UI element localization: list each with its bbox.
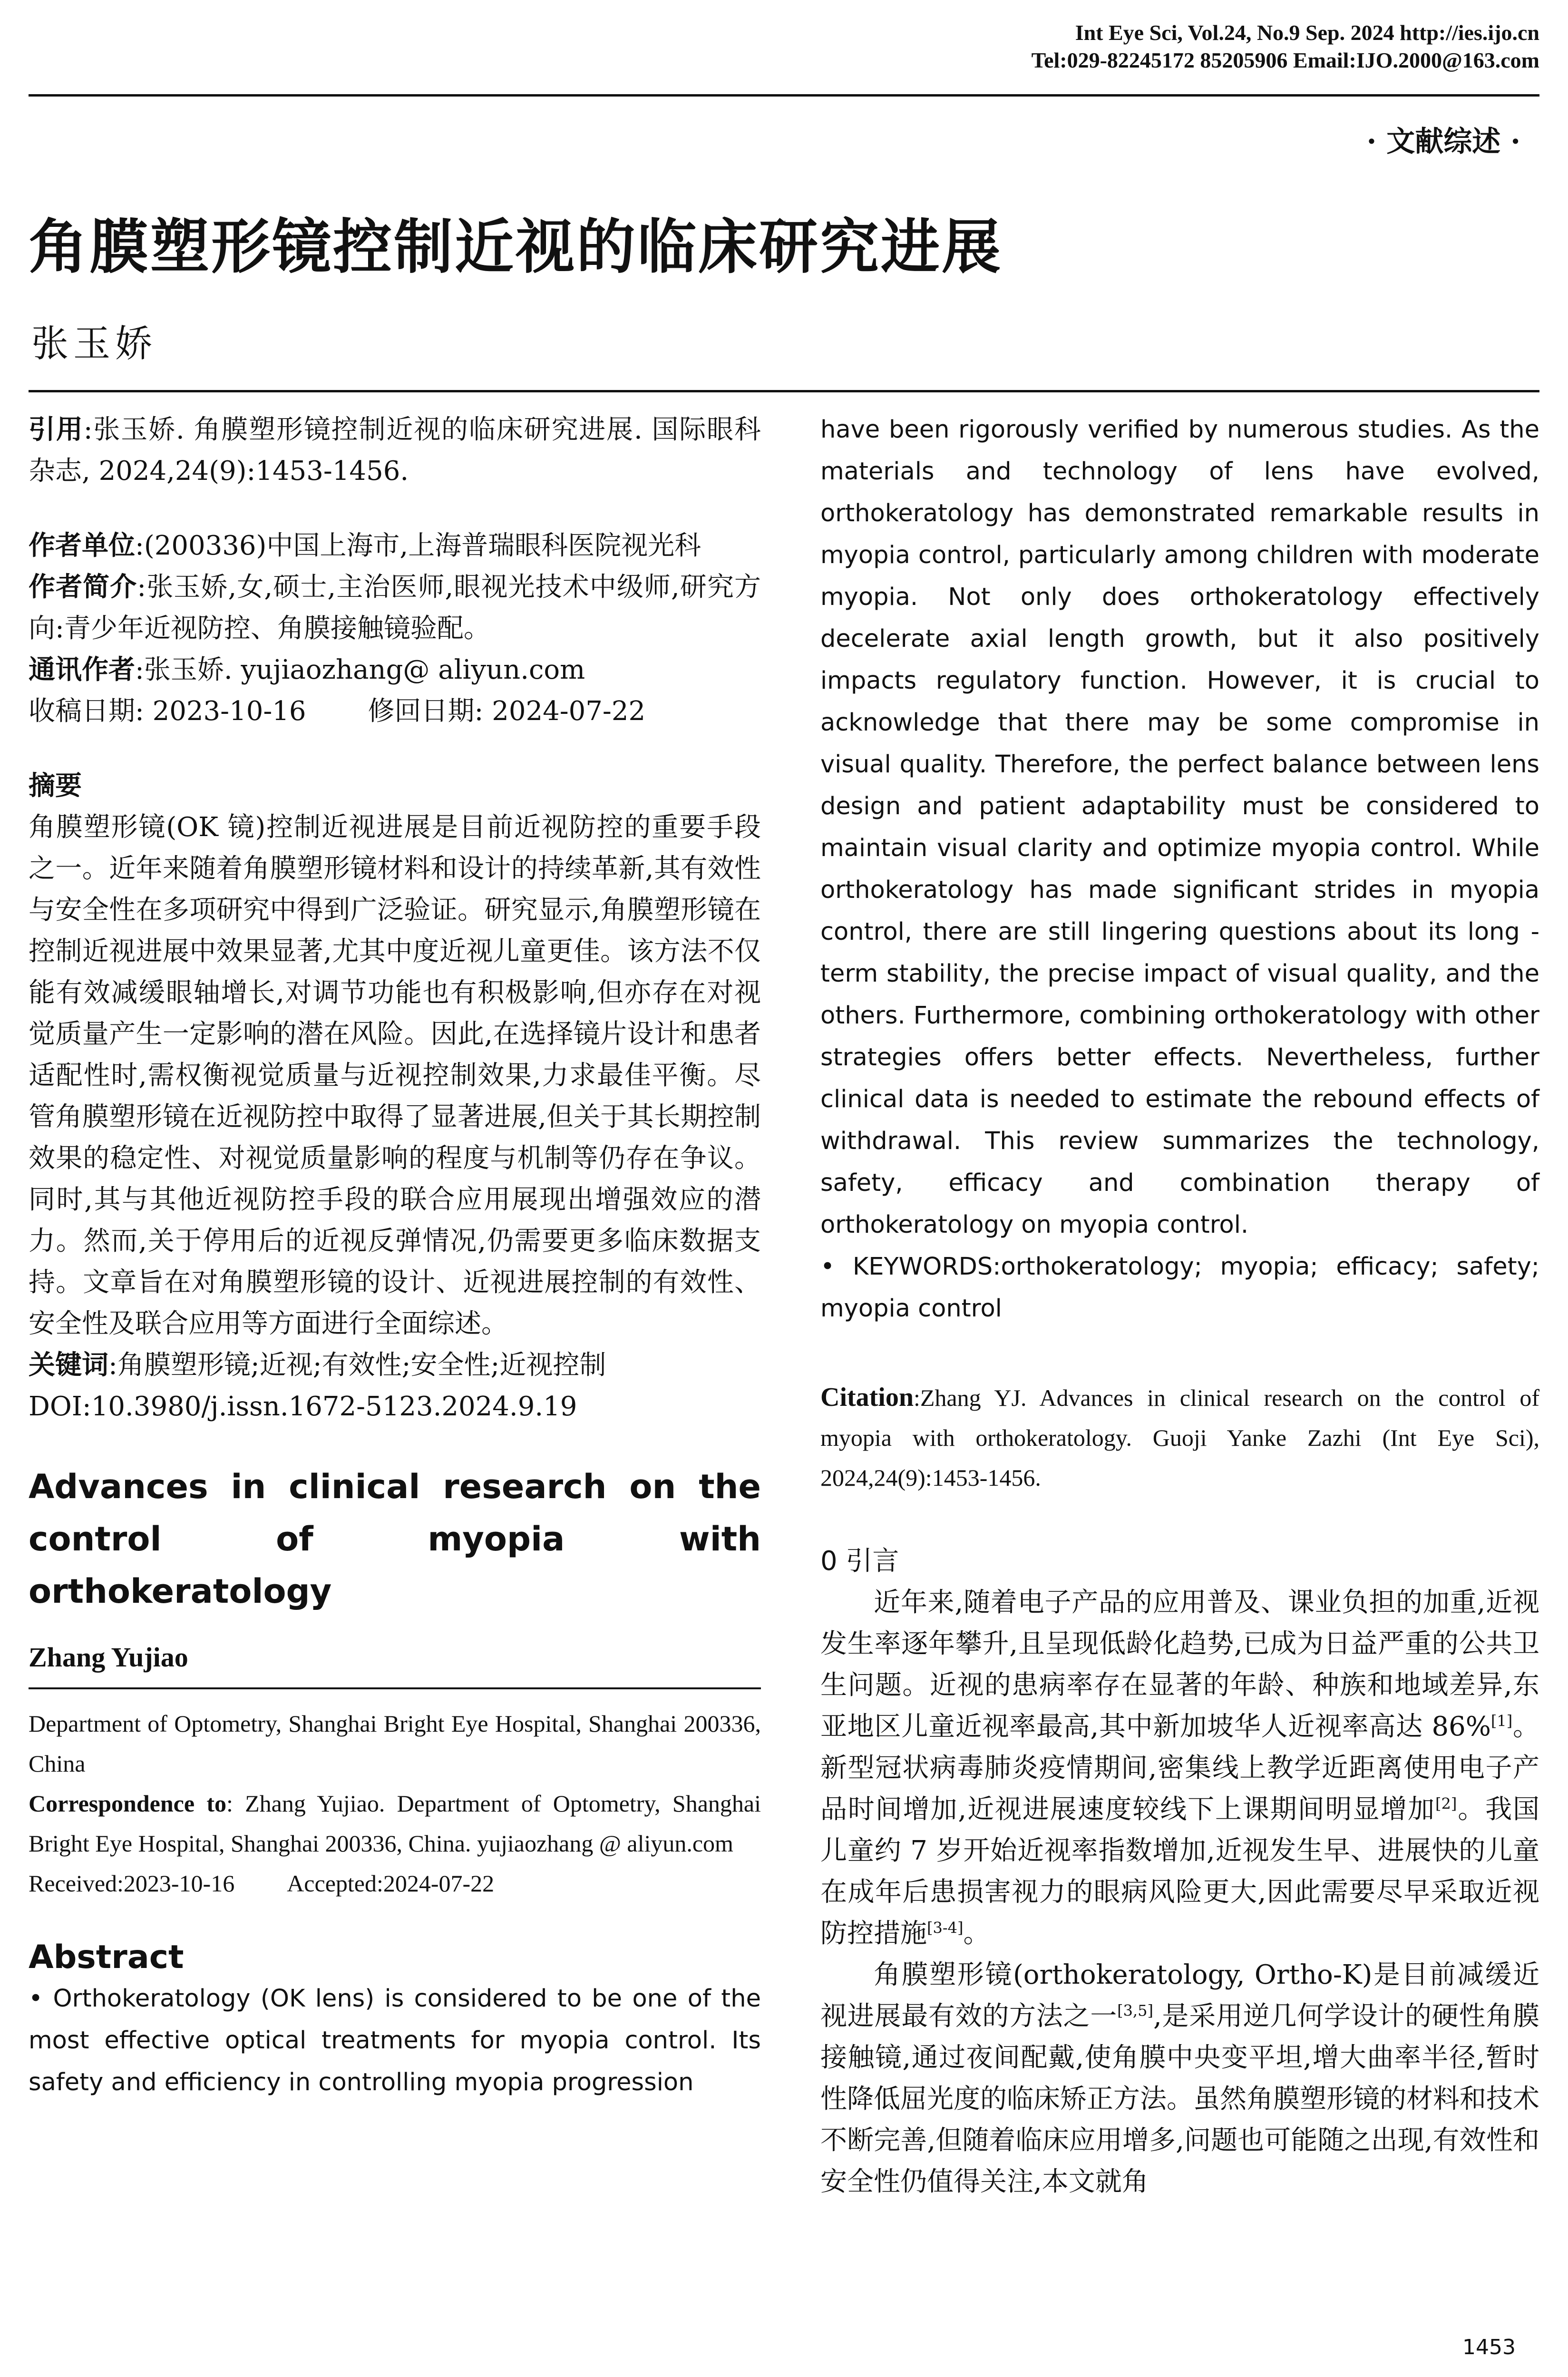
article-author: 张玉娇 <box>31 322 157 365</box>
page-number: 1453 <box>1462 2335 1516 2359</box>
abstract-cn-heading: 摘要 <box>29 770 82 801</box>
author-bio: 作者简介:张玉娇,女,硕士,主治医师,眼视光技术中级师,研究方向:青少年近视防控、角膜接触镜验配。 <box>29 572 761 644</box>
english-author: Zhang Yujiao <box>29 1642 188 1673</box>
right-column <box>820 409 1539 2202</box>
section-tag: · 文献综述 · <box>1366 125 1520 158</box>
ref-3-5[interactable]: [3,5] <box>1117 2001 1153 2020</box>
corresponding-author: 通讯作者:张玉娇. yujiaozhang@ aliyun.com <box>29 654 585 685</box>
keywords-en: • KEYWORDS:orthokeratology; myopia; efficacy; safety; myopia control <box>820 1253 1539 1323</box>
abstract-en-heading: Abstract <box>29 1939 184 1976</box>
abstract-en-start: • Orthokeratology (OK lens) is considered to be one of the most effective optical treatments for myopia control. Its safety and efficiency in controlling myopia progression <box>29 1985 761 2096</box>
english-title: Advances in clinical research on the control of myopia with orthokeratology <box>29 1467 761 1611</box>
citation-en: Citation:Zhang YJ. Advances in clinical research on the control of myopia with orthokeratology. Guoji Yanke Zazhi (Int Eye Sci), 2024,24(9):1453-1456. <box>820 1383 1539 1491</box>
dates-cn: 收稿日期: 2023-10-16 修回日期: 2024-07-22 <box>29 696 646 727</box>
intro-heading: 0 引言 <box>820 1546 899 1577</box>
english-author-divider <box>29 1687 761 1689</box>
header-line-2: Tel:029-82245172 85205906 Email:IJO.2000@163.com <box>1031 48 1539 72</box>
abstract-cn: 角膜塑形镜(OK 镜)控制近视进展是目前近视防控的重要手段之一。近年来随着角膜塑形镜材料和设计的持续革新,其有效性与安全性在多项研究中得到广泛验证。研究显示,角膜塑形镜在控制近视进展中效果显著,尤其中度近视儿童更佳。该方法不仅能有效减缓眼轴增长,对调节功能也有积极影响,但亦存在对视觉质量产生一定影响的潜在风险。因此,在选择镜片设计和患者适配性时,需权衡视觉质量与近视控制效果,力求最佳平衡。尽管角膜塑形镜在近视防控中取得了显著进展,但关于其长期控制效果的稳定性、对视觉质量影响的程度与机制等仍存在争议。同时,其与其他近视防控手段的联合应用展现出增强效应的潜力。然而,关于停用后的近视反弹情况,仍需要更多临床数据支持。文章旨在对角膜塑形镜的设计、近视进展控制的有效性、安全性及联合应用等方面进行全面综述。 <box>29 812 761 1339</box>
header-divider <box>29 94 1539 97</box>
doi: DOI:10.3980/j.issn.1672-5123.2024.9.19 <box>29 1391 577 1422</box>
ref-1[interactable]: [1] <box>1490 1712 1513 1730</box>
journal-header <box>1032 19 1539 74</box>
keywords-cn: 关键词:角膜塑形镜;近视;有效性;安全性;近视控制 <box>29 1350 606 1381</box>
affiliation: 作者单位:(200336)中国上海市,上海普瑞眼科医院视光科 <box>29 530 701 561</box>
left-column <box>29 409 761 2104</box>
english-department: Department of Optometry, Shanghai Bright Eye Hospital, Shanghai 200336, China <box>29 1710 761 1777</box>
citation-cn: 引用:张玉娇. 角膜塑形镜控制近视的临床研究进展. 国际眼科杂志, 2024,24(9):1453-1456. <box>29 414 761 487</box>
intro-paragraph-1: 近年来,随着电子产品的应用普及、课业负担的加重,近视发生率逐年攀升,且呈现低龄化趋势,已成为日益严重的公共卫生问题。近视的患病率存在显著的年龄、种族和地域差异,东亚地区儿童近视率最高,其中新加坡华人近视率高达 86%[1]。新型冠状病毒肺炎疫情期间,密集线上教学近距离使用电子产品时间增加,近视进展速度较线下上课期间明显增加[2]。我国儿童约 7 岁开始近视率指数增加,近视发生早、进展快的儿童在成年后患损害视力的眼病风险更大,因此需要尽早采取近视防控措施[3-4]。 <box>820 1587 1539 1949</box>
ref-2[interactable]: [2] <box>1435 1794 1457 1813</box>
ref-3-4[interactable]: [3-4] <box>927 1919 964 1937</box>
title-divider <box>29 390 1539 392</box>
english-dates: Received:2023-10-16 Accepted:2024-07-22 <box>29 1870 495 1897</box>
header-line-1: Int Eye Sci, Vol.24, No.9 Sep. 2024 http://ies.ijo.cn <box>1075 20 1539 45</box>
abstract-en-continued: have been rigorously verified by numerous studies. As the materials and technology of lens have evolved, orthokeratology has demonstrated remarkable results in myopia control, particularly among children with moderate myopia. Not only does orthokeratology effectively decelerate axial length growth, but it also positively impacts regulatory function. However, it is crucial to acknowledge that there may be some compromise in visual quality. Therefore, the perfect balance between lens design and patient adaptability must be considered to maintain visual clarity and optimize myopia control. While orthokeratology has made significant strides in myopia control, there are still lingering questions about its long - term stability, the precise impact of visual quality, and the others. Furthermore, combining orthokeratology with other strategies offers better effects. Nevertheless, further clinical data is needed to estimate the rebound effects of withdrawal. This review summarizes the technology, safety, efficacy and combination therapy of orthokeratology on myopia control. <box>820 416 1539 1239</box>
english-correspondence: Correspondence to: Zhang Yujiao. Department of Optometry, Shanghai Bright Eye Hospital, Shanghai 200336, China. yujiaozhang @ aliyun.com <box>29 1790 761 1857</box>
article-title: 角膜塑形镜控制近视的临床研究进展 <box>29 213 1003 282</box>
intro-paragraph-2: 角膜塑形镜(orthokeratology, Ortho-K)是目前减缓近视进展最有效的方法之一[3,5],是采用逆几何学设计的硬性角膜接触镜,通过夜间配戴,使角膜中央变平坦,增大曲率半径,暂时性降低屈光度的临床矫正方法。虽然角膜塑形镜的材料和技术不断完善,但随着临床应用增多,问题也可能随之出现,有效性和安全性仍值得关注,本文就角 <box>820 1959 1540 2197</box>
